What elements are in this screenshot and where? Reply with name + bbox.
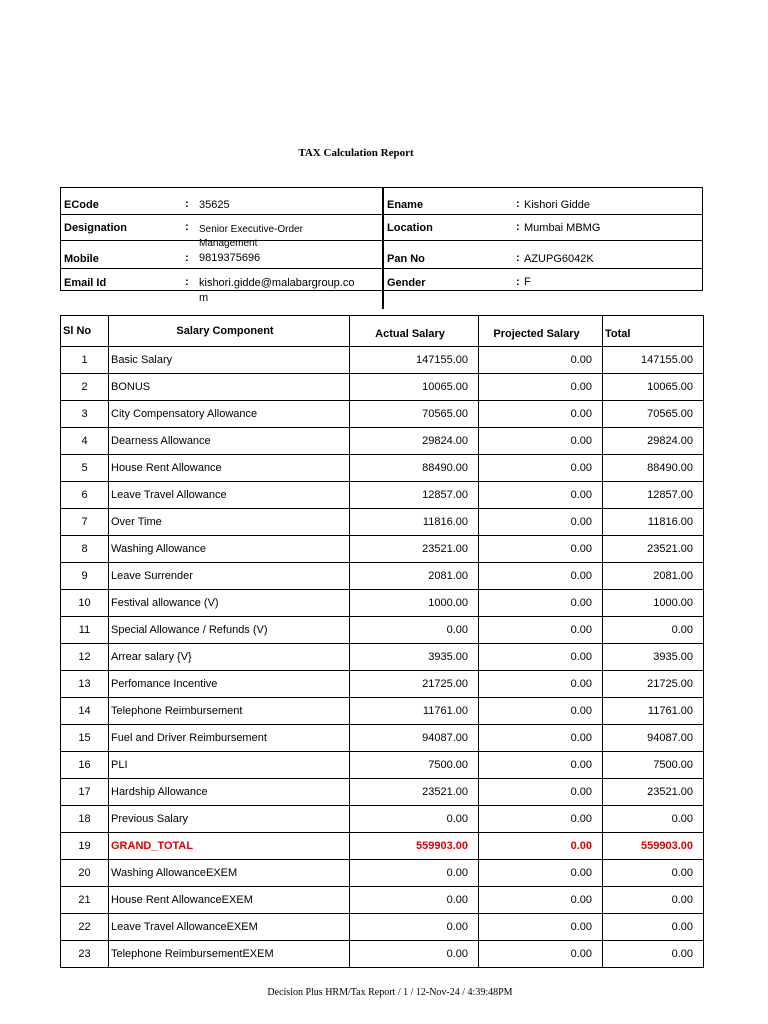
- row-projected-salary: 0.00: [479, 563, 603, 590]
- row-total: 1000.00: [603, 590, 704, 617]
- row-sl-no: 23: [61, 941, 109, 968]
- table-row: [61, 509, 704, 536]
- row-actual-salary: 23521.00: [350, 779, 479, 806]
- ecode-label: ECode: [64, 199, 99, 211]
- row-actual-salary: 0.00: [350, 887, 479, 914]
- row-total: 0.00: [603, 617, 704, 644]
- colon: :: [185, 276, 189, 288]
- table-row: [61, 914, 704, 941]
- row-sl-no: 21: [61, 887, 109, 914]
- table-row: [61, 455, 704, 482]
- ecode-value: 35625: [199, 199, 230, 211]
- row-sl-no: 6: [61, 482, 109, 509]
- row-total: 7500.00: [603, 752, 704, 779]
- designation-value-line2: Management: [199, 238, 258, 249]
- row-actual-salary: 23521.00: [350, 536, 479, 563]
- row-actual-salary: 0.00: [350, 806, 479, 833]
- header-sl-no: Sl No: [61, 316, 109, 347]
- row-sl-no: 20: [61, 860, 109, 887]
- table-row: [61, 347, 704, 374]
- row-sl-no: 22: [61, 914, 109, 941]
- header-total: Total: [603, 316, 704, 347]
- grand-total-row: [61, 833, 704, 860]
- row-total: 0.00: [603, 941, 704, 968]
- row-sl-no: 16: [61, 752, 109, 779]
- table-row: [61, 725, 704, 752]
- gender-label: Gender: [387, 277, 426, 289]
- colon: :: [516, 276, 520, 288]
- report-footer: Decision Plus HRM/Tax Report / 1 / 12-Nov-24 / 4:39:48PM: [267, 987, 513, 998]
- row-total: 10065.00: [603, 374, 704, 401]
- row-actual-salary: 70565.00: [350, 401, 479, 428]
- salary-table: [60, 315, 704, 968]
- row-total: 88490.00: [603, 455, 704, 482]
- mobile-value: 9819375696: [199, 252, 261, 264]
- row-actual-salary: 2081.00: [350, 563, 479, 590]
- panno-value: AZUPG6042K: [524, 253, 594, 265]
- row-projected-salary: 0.00: [479, 698, 603, 725]
- row-total: 0.00: [603, 860, 704, 887]
- row-actual-salary: 3935.00: [350, 644, 479, 671]
- row-projected-salary: 0.00: [479, 671, 603, 698]
- row-sl-no: 10: [61, 590, 109, 617]
- row-actual-salary: 147155.00: [350, 347, 479, 374]
- row-salary-component: Hardship Allowance: [109, 779, 350, 806]
- row-actual-salary: 94087.00: [350, 725, 479, 752]
- row-salary-component: GRAND_TOTAL: [109, 833, 350, 860]
- header-projected-salary: Projected Salary: [479, 316, 603, 347]
- email-value: kishori.gidde@malabargroup.com: [199, 277, 355, 304]
- colon: :: [516, 221, 520, 233]
- row-sl-no: 14: [61, 698, 109, 725]
- row-total: 559903.00: [603, 833, 704, 860]
- row-projected-salary: 0.00: [479, 779, 603, 806]
- row-projected-salary: 0.00: [479, 347, 603, 374]
- row-projected-salary: 0.00: [479, 914, 603, 941]
- row-projected-salary: 0.00: [479, 482, 603, 509]
- row-total: 0.00: [603, 914, 704, 941]
- table-row: [61, 887, 704, 914]
- row-sl-no: 1: [61, 347, 109, 374]
- table-row: [61, 860, 704, 887]
- table-row: [61, 482, 704, 509]
- row-actual-salary: 21725.00: [350, 671, 479, 698]
- table-row: [61, 806, 704, 833]
- colon: :: [185, 221, 189, 233]
- table-row: [61, 698, 704, 725]
- row-salary-component: House Rent AllowanceEXEM: [109, 887, 350, 914]
- row-sl-no: 15: [61, 725, 109, 752]
- row-salary-component: Telephone ReimbursementEXEM: [109, 941, 350, 968]
- colon: :: [185, 198, 189, 210]
- email-label: Email Id: [64, 277, 107, 289]
- table-row: [61, 536, 704, 563]
- row-salary-component: Arrear salary {V}: [109, 644, 350, 671]
- info-column-divider: [382, 187, 384, 309]
- row-salary-component: House Rent Allowance: [109, 455, 350, 482]
- row-sl-no: 2: [61, 374, 109, 401]
- location-value: Mumbai MBMG: [524, 222, 601, 234]
- row-total: 29824.00: [603, 428, 704, 455]
- row-projected-salary: 0.00: [479, 401, 603, 428]
- row-projected-salary: 0.00: [479, 428, 603, 455]
- header-salary-component: Salary Component: [109, 316, 350, 347]
- row-actual-salary: 0.00: [350, 914, 479, 941]
- row-projected-salary: 0.00: [479, 455, 603, 482]
- header-actual-salary: Actual Salary: [350, 316, 479, 347]
- row-sl-no: 3: [61, 401, 109, 428]
- row-salary-component: Telephone Reimbursement: [109, 698, 350, 725]
- row-projected-salary: 0.00: [479, 617, 603, 644]
- row-actual-salary: 88490.00: [350, 455, 479, 482]
- table-row: [61, 428, 704, 455]
- row-total: 2081.00: [603, 563, 704, 590]
- row-salary-component: PLI: [109, 752, 350, 779]
- colon: :: [516, 198, 520, 210]
- row-sl-no: 7: [61, 509, 109, 536]
- row-salary-component: BONUS: [109, 374, 350, 401]
- table-row: [61, 374, 704, 401]
- table-row: [61, 617, 704, 644]
- row-sl-no: 5: [61, 455, 109, 482]
- row-sl-no: 8: [61, 536, 109, 563]
- row-sl-no: 13: [61, 671, 109, 698]
- row-sl-no: 12: [61, 644, 109, 671]
- row-salary-component: Festival allowance (V): [109, 590, 350, 617]
- row-total: 3935.00: [603, 644, 704, 671]
- row-projected-salary: 0.00: [479, 644, 603, 671]
- row-projected-salary: 0.00: [479, 725, 603, 752]
- row-total: 21725.00: [603, 671, 704, 698]
- row-total: 12857.00: [603, 482, 704, 509]
- table-row: [61, 401, 704, 428]
- row-salary-component: Washing Allowance: [109, 536, 350, 563]
- colon: :: [185, 252, 189, 264]
- row-actual-salary: 29824.00: [350, 428, 479, 455]
- row-projected-salary: 0.00: [479, 860, 603, 887]
- row-projected-salary: 0.00: [479, 374, 603, 401]
- row-projected-salary: 0.00: [479, 806, 603, 833]
- report-title: TAX Calculation Report: [298, 147, 414, 159]
- row-sl-no: 19: [61, 833, 109, 860]
- table-row: [61, 752, 704, 779]
- row-total: 23521.00: [603, 779, 704, 806]
- table-row: [61, 563, 704, 590]
- row-actual-salary: 12857.00: [350, 482, 479, 509]
- table-row: [61, 941, 704, 968]
- row-projected-salary: 0.00: [479, 887, 603, 914]
- row-sl-no: 4: [61, 428, 109, 455]
- row-salary-component: Special Allowance / Refunds (V): [109, 617, 350, 644]
- designation-value-line1: Senior Executive-Order: [199, 224, 303, 235]
- row-actual-salary: 0.00: [350, 860, 479, 887]
- ename-label: Ename: [387, 199, 424, 211]
- ename-value: Kishori Gidde: [524, 199, 591, 211]
- row-projected-salary: 0.00: [479, 833, 603, 860]
- table-header-row: [61, 316, 704, 347]
- row-total: 0.00: [603, 887, 704, 914]
- location-label: Location: [387, 222, 433, 234]
- row-actual-salary: 11761.00: [350, 698, 479, 725]
- row-salary-component: Basic Salary: [109, 347, 350, 374]
- designation-label: Designation: [64, 222, 127, 234]
- row-salary-component: City Compensatory Allowance: [109, 401, 350, 428]
- panno-label: Pan No: [387, 253, 425, 265]
- table-row: [61, 671, 704, 698]
- row-actual-salary: 0.00: [350, 617, 479, 644]
- row-total: 11761.00: [603, 698, 704, 725]
- table-row: [61, 779, 704, 806]
- row-actual-salary: 10065.00: [350, 374, 479, 401]
- colon: :: [516, 252, 520, 264]
- row-salary-component: Perfomance Incentive: [109, 671, 350, 698]
- row-projected-salary: 0.00: [479, 536, 603, 563]
- row-salary-component: Leave Surrender: [109, 563, 350, 590]
- row-sl-no: 9: [61, 563, 109, 590]
- row-sl-no: 17: [61, 779, 109, 806]
- row-salary-component: Over Time: [109, 509, 350, 536]
- row-salary-component: Leave Travel Allowance: [109, 482, 350, 509]
- row-actual-salary: 1000.00: [350, 590, 479, 617]
- mobile-label: Mobile: [64, 253, 99, 265]
- row-salary-component: Previous Salary: [109, 806, 350, 833]
- gender-value: F: [524, 276, 531, 288]
- row-total: 23521.00: [603, 536, 704, 563]
- row-total: 147155.00: [603, 347, 704, 374]
- row-salary-component: Fuel and Driver Reimbursement: [109, 725, 350, 752]
- row-total: 0.00: [603, 806, 704, 833]
- row-sl-no: 18: [61, 806, 109, 833]
- row-projected-salary: 0.00: [479, 509, 603, 536]
- row-projected-salary: 0.00: [479, 941, 603, 968]
- row-total: 94087.00: [603, 725, 704, 752]
- row-salary-component: Leave Travel AllowanceEXEM: [109, 914, 350, 941]
- salary-rows: [61, 347, 704, 968]
- row-actual-salary: 11816.00: [350, 509, 479, 536]
- row-projected-salary: 0.00: [479, 752, 603, 779]
- table-row: [61, 644, 704, 671]
- row-total: 11816.00: [603, 509, 704, 536]
- row-total: 70565.00: [603, 401, 704, 428]
- row-salary-component: Dearness Allowance: [109, 428, 350, 455]
- row-projected-salary: 0.00: [479, 590, 603, 617]
- row-salary-component: Washing AllowanceEXEM: [109, 860, 350, 887]
- row-actual-salary: 559903.00: [350, 833, 479, 860]
- row-sl-no: 11: [61, 617, 109, 644]
- employee-info-box: [60, 187, 703, 304]
- row-actual-salary: 7500.00: [350, 752, 479, 779]
- row-actual-salary: 0.00: [350, 941, 479, 968]
- table-row: [61, 590, 704, 617]
